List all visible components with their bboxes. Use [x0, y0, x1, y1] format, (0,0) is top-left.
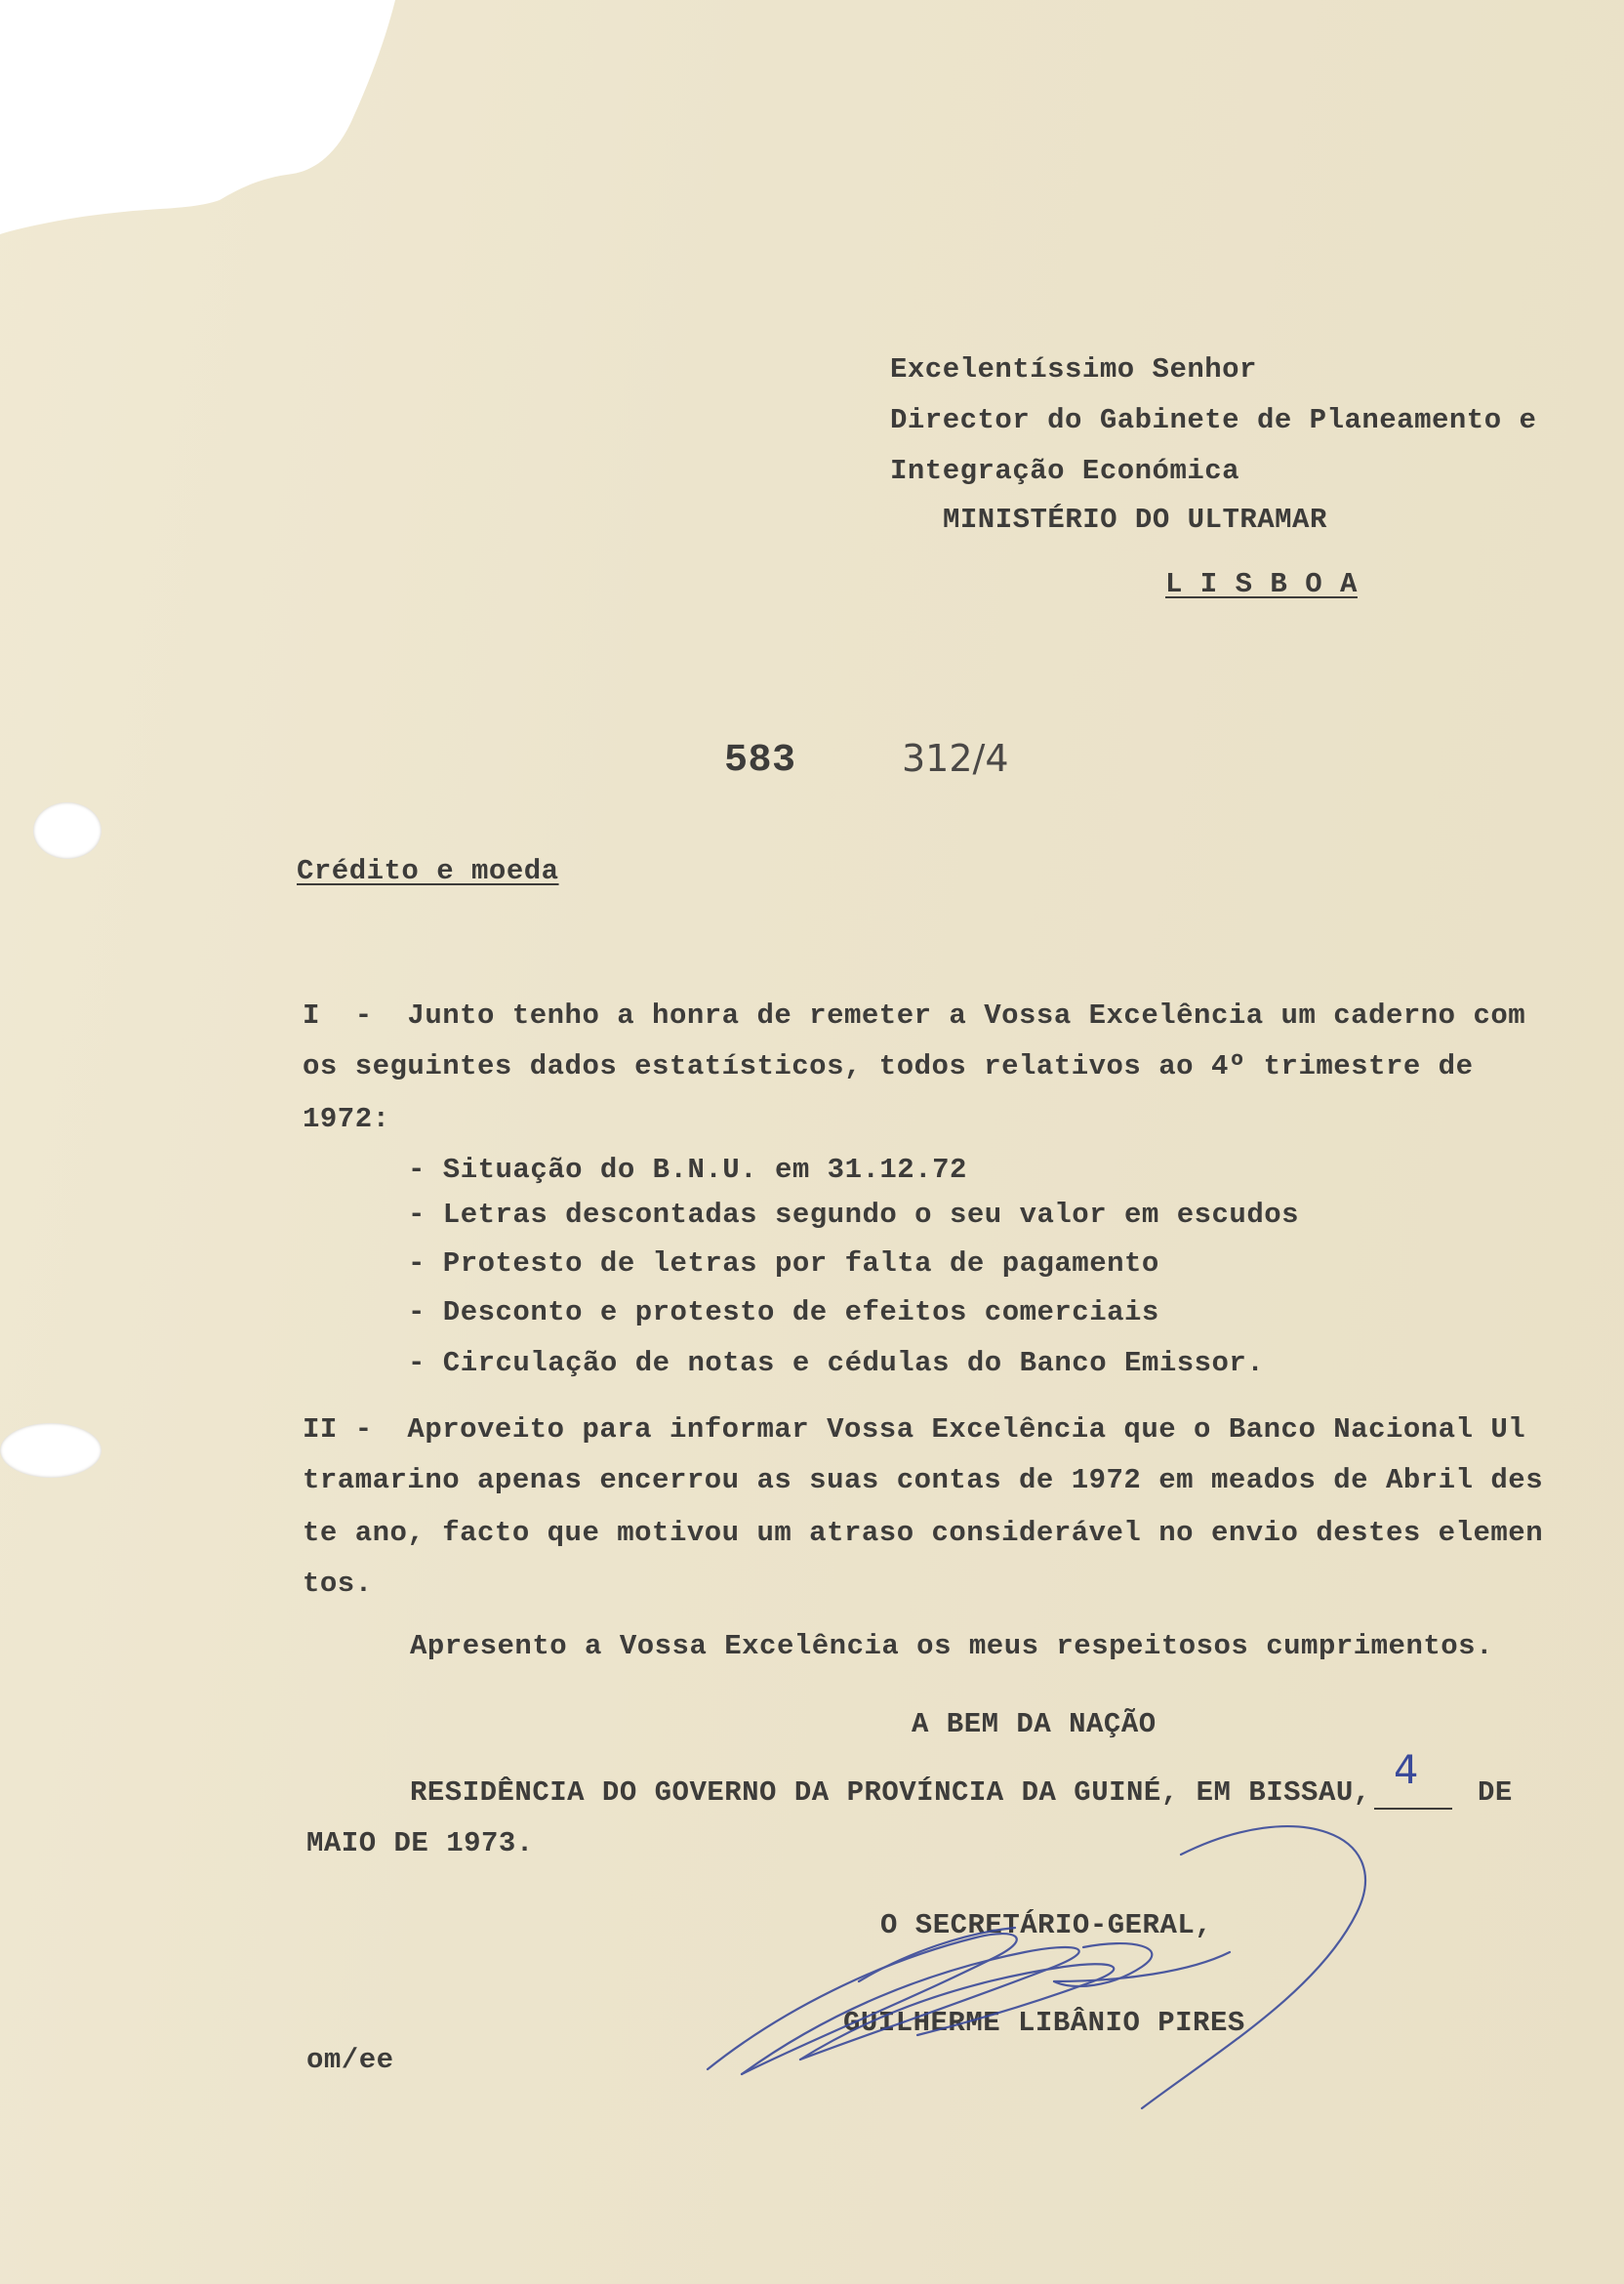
signatory-name: GUILHERME LIBÂNIO PIRES — [843, 2007, 1245, 2039]
motto: A BEM DA NAÇÃO — [912, 1708, 1157, 1740]
addressee-line-3: Integração Económica — [890, 455, 1240, 487]
section1-line-3: 1972: — [303, 1103, 390, 1135]
list-item: - Protesto de letras por falta de pagamento — [408, 1247, 1159, 1280]
date-line-1: RESIDÊNCIA DO GOVERNO DA PROVÍNCIA DA GUINÉ, EM BISSAU, — [410, 1776, 1371, 1809]
list-item: - Circulação de notas e cédulas do Banco Emissor. — [408, 1347, 1265, 1379]
list-item: - Desconto e protesto de efeitos comerciais — [408, 1296, 1159, 1328]
list-item: - Situação do B.N.U. em 31.12.72 — [408, 1154, 967, 1186]
addressee-city: L I S B O A — [1165, 568, 1358, 600]
section2-line-2: tramarino apenas encerrou as suas contas de 1972 em meados de Abril des — [303, 1464, 1544, 1496]
section2-line-1: II - Aproveito para informar Vossa Excelência que o Banco Nacional Ul — [303, 1413, 1526, 1446]
signatory-title: O SECRETÁRIO-GERAL, — [880, 1909, 1213, 1941]
date-line-1-suffix: DE — [1478, 1776, 1513, 1809]
date-day-handwritten: 4 — [1394, 1748, 1419, 1793]
section2-line-4: tos. — [303, 1568, 373, 1600]
date-line-2: MAIO DE 1973. — [306, 1827, 534, 1859]
subject-heading: Crédito e moeda — [297, 855, 559, 887]
reference-number: 583 — [724, 739, 796, 783]
closing-line: Apresento a Vossa Excelência os meus respeitosos cumprimentos. — [410, 1630, 1493, 1662]
section1-line-1: I - Junto tenho a honra de remeter a Vossa Excelência um caderno com — [303, 999, 1526, 1032]
section1-line-2: os seguintes dados estatísticos, todos relativos ao 4º trimestre de — [303, 1050, 1474, 1082]
typist-initials: om/ee — [306, 2044, 394, 2076]
list-item: - Letras descontadas segundo o seu valor em escudos — [408, 1199, 1300, 1231]
addressee-line-2: Director do Gabinete de Planeamento e — [890, 404, 1537, 436]
addressee-ministry: MINISTÉRIO DO ULTRAMAR — [943, 504, 1327, 536]
section2-line-3: te ano, facto que motivou um atraso considerável no envio destes elemen — [303, 1517, 1544, 1549]
addressee-line-1: Excelentíssimo Senhor — [890, 353, 1257, 386]
reference-handwritten: 312/4 — [902, 737, 1009, 780]
